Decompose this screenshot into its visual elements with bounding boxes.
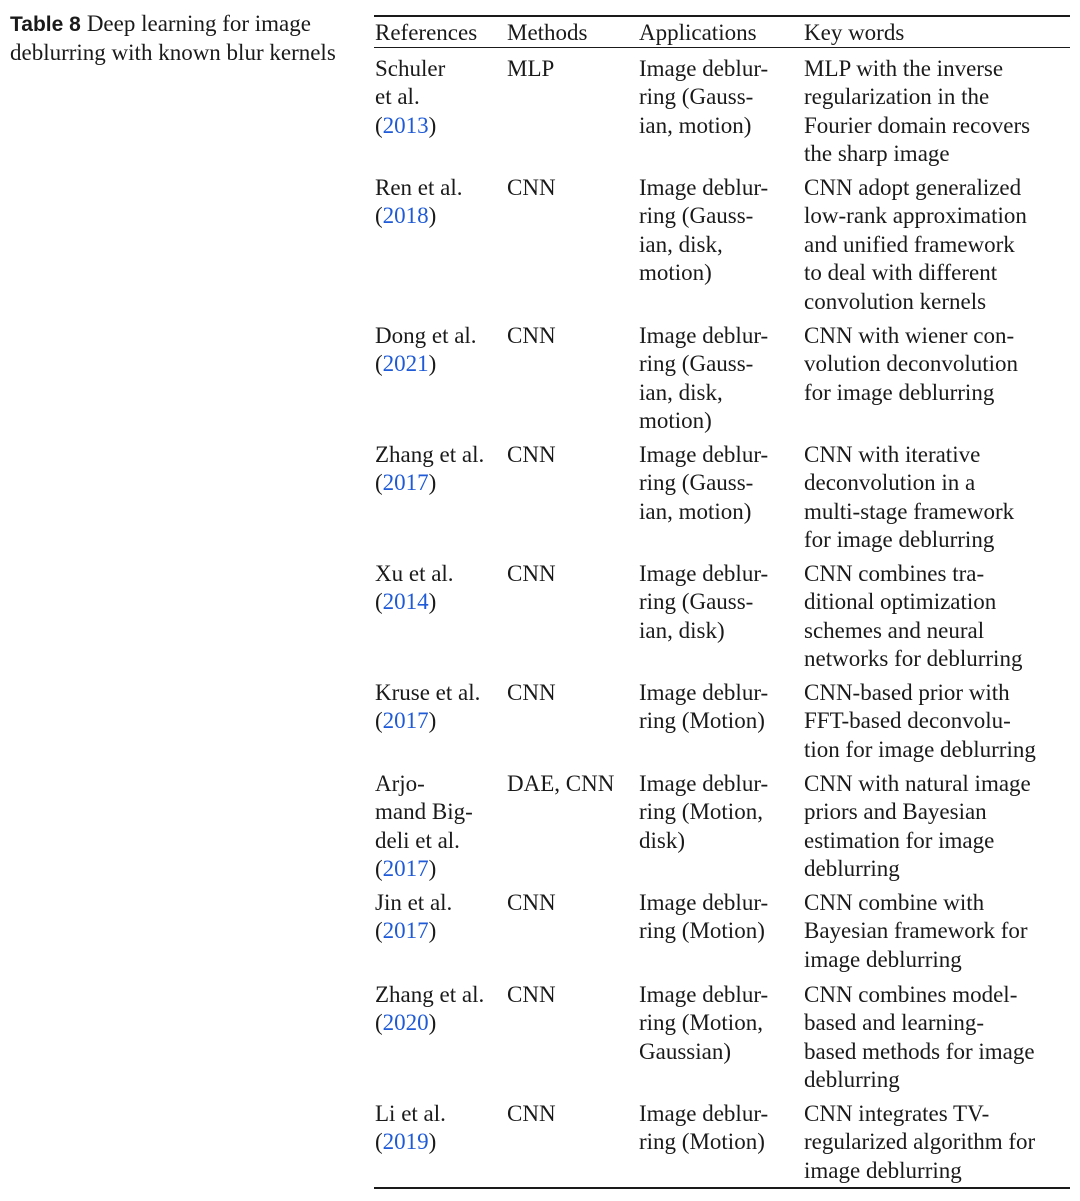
header-rule	[374, 47, 1070, 48]
table-header	[374, 18, 1070, 46]
method-cell: MLP	[507, 56, 555, 81]
keywords-cell: CNN-based prior with FFT-based deconvolu- tion for image deblurring	[804, 680, 1036, 762]
keywords-cell: CNN with natural image priors and Bayesian estimation for image deblurring	[804, 771, 1031, 882]
application-cell: Image deblur- ring (Motion)	[639, 1101, 769, 1155]
top-rule	[374, 15, 1070, 17]
citation-year-link[interactable]: 2018	[382, 203, 429, 229]
header-key-words: Key words	[804, 20, 905, 45]
application-cell: Image deblur- ring (Gauss- ian, motion)	[639, 442, 769, 524]
keywords-cell: MLP with the inverse regularization in the Fourier domain recovers the sharp image	[804, 56, 1031, 167]
keywords-cell: CNN combines model- based and learning- based methods for image deblurring	[804, 982, 1035, 1093]
method-cell: CNN	[507, 890, 556, 915]
caption-text: Deep learning for image deblurring with known blur kernels	[10, 11, 336, 65]
keywords-cell: CNN integrates TV- regularized algorithm for image deblurring	[804, 1101, 1036, 1183]
reference-cell: Arjo- mand Big- deli et al. (2017)	[375, 771, 473, 882]
table-label: Table 8	[10, 13, 81, 36]
header-methods: Methods	[507, 20, 588, 45]
method-cell: CNN	[507, 1101, 556, 1126]
reference-cell: Kruse et al. (2017)	[375, 680, 481, 734]
header-references: References	[375, 20, 478, 45]
reference-cell: Zhang et al. (2017)	[375, 442, 485, 496]
method-cell: CNN	[507, 442, 556, 467]
keywords-cell: CNN adopt generalized low-rank approximation and unified framework to deal with different convolution kernels	[804, 175, 1027, 314]
application-cell: Image deblur- ring (Gauss- ian, disk)	[639, 561, 769, 643]
citation-year-link[interactable]: 2017	[382, 470, 429, 496]
keywords-cell: CNN with wiener con- volution deconvolution for image deblurring	[804, 323, 1019, 405]
citation-year-link[interactable]: 2017	[382, 918, 429, 944]
method-cell: DAE, CNN	[507, 771, 615, 796]
reference-cell: Zhang et al. (2020)	[375, 982, 485, 1036]
reference-cell: Jin et al. (2017)	[375, 890, 453, 944]
reference-cell: Li et al. (2019)	[375, 1101, 446, 1155]
application-cell: Image deblur- ring (Motion)	[639, 890, 769, 944]
application-cell: Image deblur- ring (Motion, disk)	[639, 771, 769, 853]
method-cell: CNN	[507, 175, 556, 200]
keywords-cell: CNN combines tra- ditional optimization schemes and neural networks for deblurring	[804, 561, 1023, 672]
citation-year-link[interactable]: 2017	[382, 856, 429, 882]
table-caption	[10, 10, 350, 67]
reference-cell: Dong et al. (2021)	[375, 323, 477, 377]
citation-year-link[interactable]: 2017	[382, 708, 429, 734]
method-cell: CNN	[507, 680, 556, 705]
citation-year-link[interactable]: 2014	[382, 589, 429, 615]
citation-year-link[interactable]: 2019	[382, 1129, 429, 1155]
application-cell: Image deblur- ring (Gauss- ian, motion)	[639, 56, 769, 138]
header-applications: Applications	[639, 20, 757, 45]
application-cell: Image deblur- ring (Gauss- ian, disk, motion)	[639, 323, 769, 434]
citation-year-link[interactable]: 2020	[382, 1010, 429, 1036]
citation-year-link[interactable]: 2021	[382, 351, 429, 377]
keywords-cell: CNN combine with Bayesian framework for image deblurring	[804, 890, 1028, 972]
keywords-cell: CNN with iterative deconvolution in a multi-stage framework for image deblurring	[804, 442, 1015, 553]
application-cell: Image deblur- ring (Motion)	[639, 680, 769, 734]
bottom-rule	[374, 1187, 1070, 1189]
application-cell: Image deblur- ring (Gauss- ian, disk, motion)	[639, 175, 769, 286]
method-cell: CNN	[507, 982, 556, 1007]
citation-year-link[interactable]: 2013	[382, 112, 429, 138]
reference-cell: Schuler et al. (2013)	[375, 56, 446, 138]
application-cell: Image deblur- ring (Motion, Gaussian)	[639, 982, 769, 1064]
reference-cell: Xu et al. (2014)	[375, 561, 454, 615]
method-cell: CNN	[507, 323, 556, 348]
method-cell: CNN	[507, 561, 556, 586]
reference-cell: Ren et al. (2018)	[375, 175, 463, 229]
